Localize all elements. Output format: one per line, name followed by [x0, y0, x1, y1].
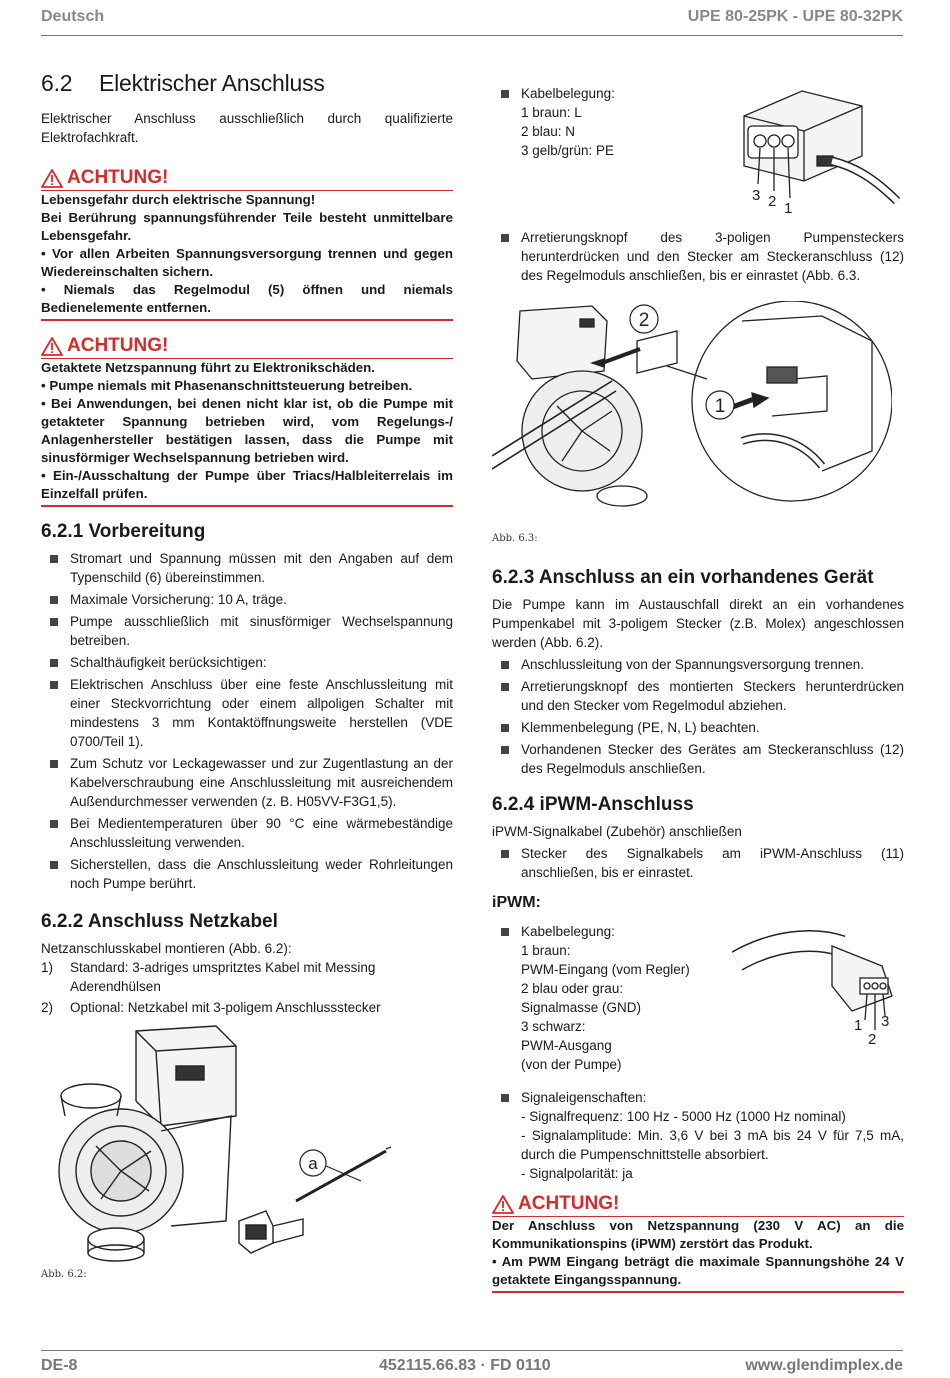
- section-6-2-4-heading: 6.2.4 iPWM-Anschluss: [492, 794, 694, 815]
- figure-label-1: 1: [714, 396, 726, 417]
- footer-website: www.glendimplex.de: [745, 1357, 903, 1374]
- list-item: Vorhandenen Stecker des Gerätes am Steckeranschluss (12) des Regelmoduls anschließen.: [492, 740, 904, 778]
- section-title: Elektrischer Anschluss: [99, 70, 325, 96]
- section-6-2-2-heading: 6.2.2 Anschluss Netzkabel: [41, 911, 278, 932]
- list-item: Arretierungsknopf des montierten Steckers herunterdrücken und den Stecker vom Regelmodul abziehen.: [492, 677, 904, 715]
- warning-text: • Ein-/Ausschaltung der Pumpe über Triacs/Halbleiterrelais im Einzelfall prüfen.: [41, 468, 453, 501]
- ipwm-connector-illustration: [732, 926, 902, 1056]
- warning-text: • Bei Anwendungen, bei denen nicht klar ist, ob die Pumpe mit getakteter Spannung betrieben wird, vom Regelungs-/ Anlagenhersteller bestätigen lassen, dass die Pumpe mit sinusförmiger Wechselspannung betrieben wird.: [41, 396, 453, 465]
- list-item: Schalthäufigkeit berücksichtigen:: [41, 653, 453, 672]
- footer-page: DE-8: [41, 1357, 78, 1374]
- warning-box-2: [41, 335, 453, 507]
- list-item: Anschlussleitung von der Spannungsversorgung trennen.: [492, 655, 904, 674]
- warning-text: • Vor allen Arbeiten Spannungsversorgung trennen und gegen Wiedereinschalten sichern.: [41, 246, 453, 279]
- section-6-2-heading: [41, 70, 453, 97]
- section-6-2-3-heading: 6.2.3 Anschluss an ein vorhandenes Gerät: [492, 567, 874, 588]
- figure-label-a: a: [308, 1154, 318, 1173]
- list-item: Klemmenbelegung (PE, N, L) beachten.: [492, 718, 904, 737]
- warning-text: • Niemals das Regelmodul (5) öffnen und niemals Bedienelemente entfernen.: [41, 282, 453, 315]
- cable-options-list: [41, 958, 453, 1017]
- figure-caption: Abb. 6.2:: [41, 1269, 87, 1280]
- warning-box-1: [41, 167, 453, 321]
- list-item: Stecker des Signalkabels am iPWM-Anschluss (11) anschließen, bis er einrastet.: [492, 844, 904, 882]
- cable-title: Kabelbelegung:: [521, 924, 615, 939]
- left-column: [41, 70, 453, 1281]
- header-product: UPE 80-25PK - UPE 80-32PK: [687, 8, 903, 25]
- warning-title: ACHTUNG!: [67, 335, 169, 356]
- list-item: Bei Medientemperaturen über 90 °C eine wärmebeständige Anschlussleitung verwenden.: [41, 814, 453, 852]
- cable-title: Kabelbelegung:: [521, 86, 615, 101]
- warning-text: Der Anschluss von Netzspannung (230 V AC) an die Kommunikationspins (iPWM) zerstört das Produkt.: [492, 1218, 904, 1251]
- pin-label: 3: [881, 1013, 890, 1030]
- list-item: 2) Optional: Netzkabel mit 3-poligem Anschlussstecker: [41, 1000, 381, 1015]
- pin-label: 2: [868, 1031, 877, 1048]
- warning-triangle-icon: [41, 337, 63, 356]
- cable-assignment: 1 braun: L 2 blau: N 3 gelb/grün: PE: [521, 105, 615, 158]
- pin-label: 1: [854, 1017, 863, 1034]
- warning-title: ACHTUNG!: [518, 1193, 620, 1214]
- warning-text: Bei Berührung spannungsführender Teile besteht unmittelbare Lebensgefahr.: [41, 210, 453, 243]
- ipwm-subheading: iPWM:: [492, 894, 541, 911]
- connector-illustration: [732, 86, 902, 221]
- signal-title: Signaleigenschaften:: [521, 1090, 647, 1105]
- pump-cable-figure: [41, 1021, 453, 1281]
- pump-illustration: [41, 1021, 453, 1263]
- section-intro: Elektrischer Anschluss ausschließlich durch qualifizierte Elektrofachkraft.: [41, 111, 453, 145]
- section-intro: iPWM-Signalkabel (Zubehör) anschließen: [492, 824, 742, 839]
- cable-assignment: 1 braun: PWM-Eingang (vom Regler) 2 blau oder grau: Signalmasse (GND) 3 schwarz: PWM-Ausgang (von der Pumpe): [521, 943, 690, 1072]
- list-item: [492, 1088, 904, 1183]
- existing-device-list: [492, 655, 904, 778]
- plug-mounting-illustration: [492, 301, 892, 529]
- warning-triangle-icon: [41, 169, 63, 188]
- pin-label: 3: [752, 187, 761, 204]
- list-item: Maximale Vorsicherung: 10 A, träge.: [41, 590, 453, 609]
- list-item: Arretierungsknopf des 3-poligen Pumpensteckers herunterdrücken und den Stecker am Steckeranschluss (12) des Regelmoduls anschließen, bis er einrastet (Abb. 6.3.: [492, 228, 904, 285]
- figure-label-2: 2: [638, 310, 650, 331]
- section-intro: Netzanschlusskabel montieren (Abb. 6.2):: [41, 941, 292, 956]
- header-language: Deutsch: [41, 8, 105, 25]
- warning-title: ACHTUNG!: [67, 167, 169, 188]
- warning-text: • Am PWM Eingang beträgt die maximale Spannungshöhe 24 V getaktete Eingangsspannung.: [492, 1254, 904, 1287]
- section-6-2-1-heading: 6.2.1 Vorbereitung: [41, 521, 206, 542]
- warning-text: Getaktete Netzspannung führt zu Elektronikschäden.: [41, 360, 375, 375]
- right-column: [492, 84, 904, 1307]
- pin-label: 2: [768, 193, 777, 210]
- section-number: 6.2: [41, 70, 73, 96]
- list-item: Elektrischen Anschluss über eine feste Anschlussleitung mit einer Steckvorrichtung oder einem allpoligen Schalter mit mindestens 3 mm Kontaktöffnungsweite herstellen (VDE 0700/Teil 1).: [41, 675, 453, 751]
- list-item: Stromart und Spannung müssen mit den Angaben auf dem Typenschild (6) übereinstimmen.: [41, 549, 453, 587]
- warning-text: • Pumpe niemals mit Phasenanschnittsteuerung betreiben.: [41, 378, 413, 393]
- footer-doc-number: 452115.66.83 · FD 0110: [379, 1357, 551, 1374]
- pin-label: 1: [784, 200, 793, 217]
- section-intro: Die Pumpe kann im Austauschfall direkt an ein vorhandenes Pumpenkabel mit 3-poligem Stecker (z.B. Molex) angeschlossen werden (Abb. 6.2).: [492, 597, 904, 650]
- list-item: Zum Schutz vor Leckagewasser und zur Zugentlastung an der Kabelverschraubung eine Anschlussleitung mit ausreichendem Außendurchmesser verwenden (z. B. H05VV-F3G1,5).: [41, 754, 453, 811]
- list-item: Pumpe ausschließlich mit sinusförmiger Wechselspannung betreiben.: [41, 612, 453, 650]
- figure-caption: Abb. 6.3:: [492, 533, 538, 544]
- list-item: Sicherstellen, dass die Anschlussleitung weder Rohrleitungen noch Pumpe berührt.: [41, 855, 453, 893]
- plug-mounting-figure: [492, 301, 904, 547]
- preparation-list: [41, 549, 453, 893]
- page-header: [41, 6, 903, 36]
- warning-text: Lebensgefahr durch elektrische Spannung!: [41, 192, 316, 207]
- list-item: 1) Standard: 3-adriges umspritztes Kabel mit Messing Aderendhülsen: [41, 960, 376, 994]
- page-footer: [41, 1350, 903, 1374]
- warning-triangle-icon: [492, 1195, 514, 1214]
- warning-box-3: [492, 1193, 904, 1293]
- signal-properties: - Signalfrequenz: 100 Hz - 5000 Hz (1000 Hz nominal) - Signalamplitude: Min. 3,6 V bei 3 mA bis 24 V für 7,5 mA, durch die Pumpenschnittstelle absorbiert. - Signalpolarität: ja: [521, 1109, 904, 1181]
